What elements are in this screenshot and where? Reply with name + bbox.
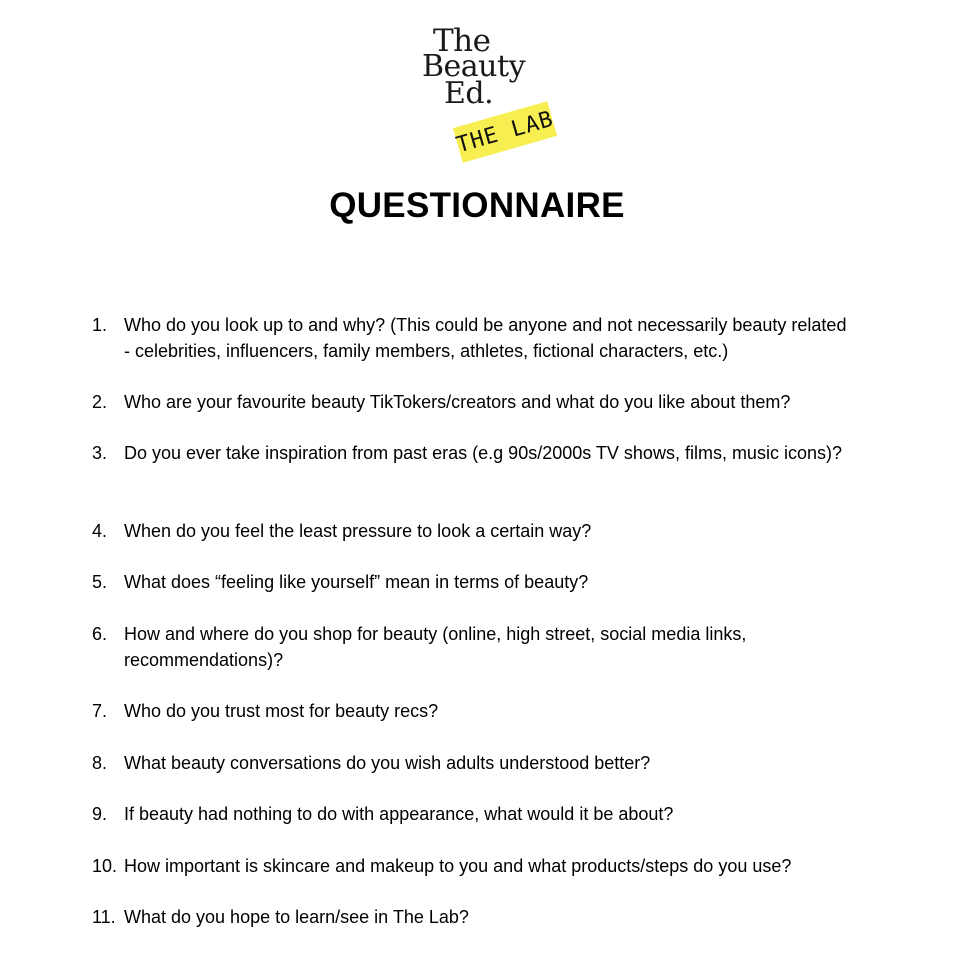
question-text: When do you feel the least pressure to look a certain way? (124, 521, 592, 541)
page-title: QUESTIONNAIRE (329, 186, 625, 225)
question-text: How important is skincare and makeup to you and what products/steps do you use? (124, 856, 792, 876)
question-number: 7. (92, 701, 108, 721)
logo-line-ed: Ed. (444, 76, 494, 111)
question-number: 9. (92, 804, 108, 824)
question-text: What does “feeling like yourself” mean in terms of beauty? (124, 572, 589, 592)
question-text: Who do you trust most for beauty recs? (124, 701, 439, 721)
logo-line-beauty: Beauty (422, 49, 526, 84)
question-text: Who do you look up to and why? (This could be anyone and not necessarily beauty related - celebrities, influencers, family members, athletes, fictional characters, etc.) (124, 315, 847, 361)
question-text: Who are your favourite beauty TikTokers/creators and what do you like about them? (124, 392, 791, 412)
question-number: 4. (92, 521, 108, 541)
question-number: 10. (92, 856, 118, 876)
question-number: 1. (92, 315, 108, 335)
question-text: If beauty had nothing to do with appearance, what would it be about? (124, 804, 674, 824)
question-number: 8. (92, 753, 108, 773)
logo-line-the: The (433, 23, 491, 59)
question-number: 6. (92, 624, 108, 644)
brand-logo (416, 22, 566, 162)
question-text: What beauty conversations do you wish adults understood better? (124, 753, 651, 773)
question-number: 11. (92, 907, 116, 927)
question-text: Do you ever take inspiration from past eras (e.g 90s/2000s TV shows, films, music icons)? (124, 443, 842, 463)
the-lab-tag-text: THE LAB (453, 106, 557, 158)
question-text: How and where do you shop for beauty (online, high street, social media links, recommendations)? (124, 624, 747, 670)
question-number: 5. (92, 572, 108, 592)
question-number: 2. (92, 392, 108, 412)
question-number: 3. (92, 443, 108, 463)
question-text: What do you hope to learn/see in The Lab? (124, 907, 469, 927)
